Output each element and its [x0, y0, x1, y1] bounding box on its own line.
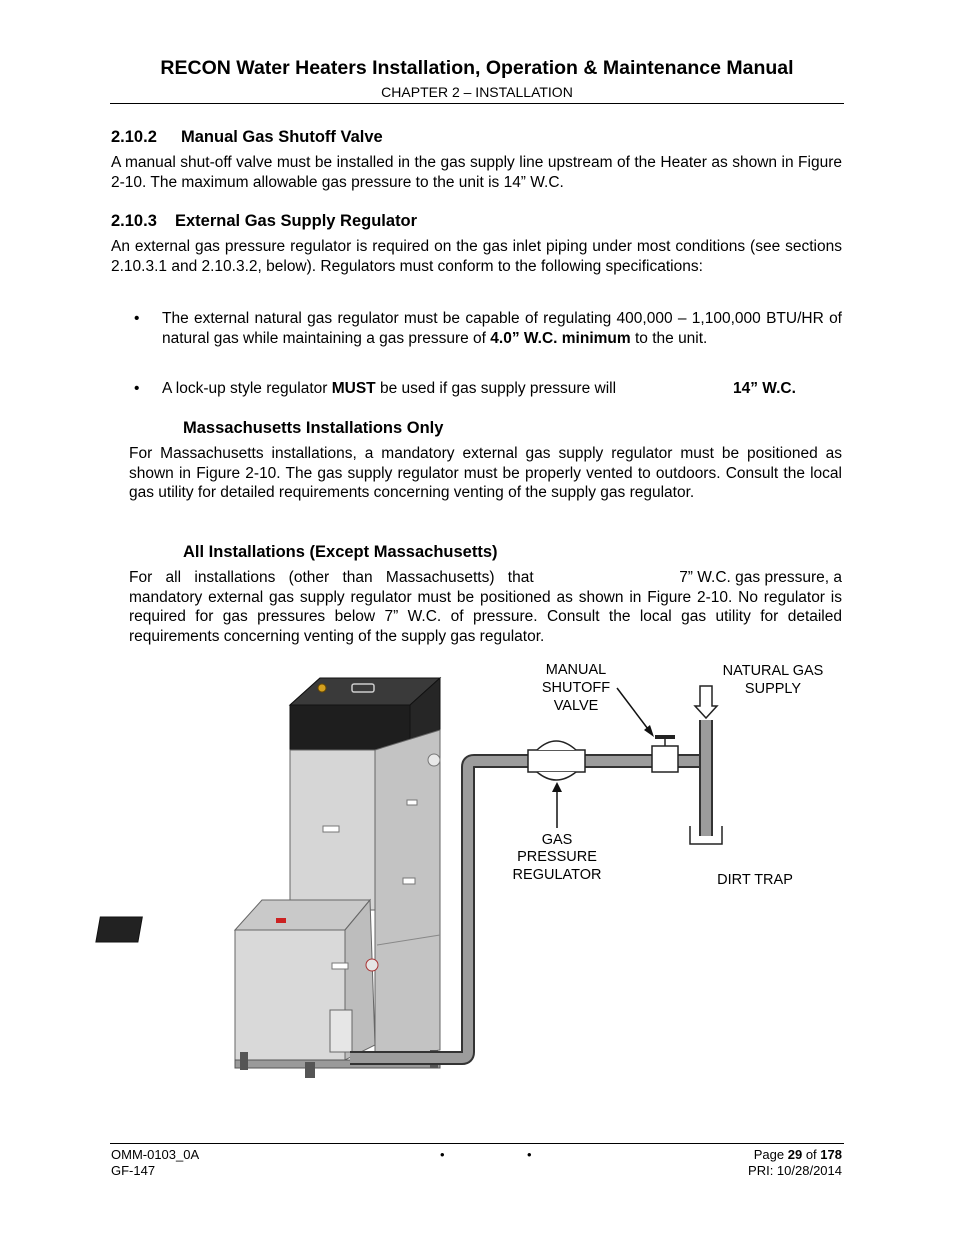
document-number: OMM-0103_0A — [111, 1147, 200, 1162]
bullet-item-lockup-regulator: • A lock-up style regulator MUST be used if gas supply pressure will — [134, 380, 617, 397]
gas-piping-figure — [0, 650, 954, 1090]
lockup-pressure-value: 14” W.C. — [733, 380, 796, 397]
label-gas-pressure-regulator-3: REGULATOR — [512, 867, 602, 883]
pri-date: PRI: 10/28/2014 — [748, 1162, 842, 1178]
footer-right — [748, 1147, 842, 1178]
footer-divider — [110, 1143, 844, 1144]
label-manual-shutoff-valve-2: SHUTOFF — [541, 680, 611, 696]
manual-shutoff-valve — [652, 735, 678, 772]
document-title: RECON Water Heaters Installation, Operation & Maintenance Manual — [160, 57, 794, 79]
label-gas-pressure-regulator-2: PRESSURE — [517, 849, 597, 865]
label-gas-pressure-regulator-1: GAS — [541, 832, 573, 848]
label-manual-shutoff-valve-1: MANUAL — [545, 662, 607, 678]
minimum-pressure: 4.0” W.C. minimum — [490, 329, 631, 347]
subsection-heading-massachusetts: Massachusetts Installations Only — [183, 419, 444, 437]
form-number: GF-147 — [111, 1162, 156, 1178]
bullet-marker: • — [134, 310, 140, 327]
section-heading-2102 — [111, 128, 383, 147]
label-natural-gas-supply-1: NATURAL GAS — [722, 663, 824, 679]
bullet-item-regulating-capacity: • The external natural gas regulator must be capable of regulating 400,000 – 1,100,000 BTU/HR of natural gas while maintaining a gas pressure of 4.0” W.C. minimum to the unit. — [134, 310, 842, 347]
header-divider — [110, 103, 844, 104]
subsection-body-massachusetts: For Massachusetts installations, a mandatory external gas supply regulator must be positioned as shown in Figure 2-10. The gas supply regulator must be properly vented to outdoors. Consult the local gas utility for detailed requirements concerning venting of the supply gas regulator. — [129, 445, 842, 502]
bullet-marker: • — [134, 380, 140, 397]
section-title: Manual Gas Shutoff Valve — [181, 128, 383, 146]
chapter-title: CHAPTER 2 – INSTALLATION — [381, 84, 573, 100]
section-body-2103: An external gas pressure regulator is required on the gas inlet piping under most conditions (see sections 2.10.3.1 and 2.10.3.2, below). Regulators must conform to the following specifications: — [111, 238, 842, 275]
subsection-heading-all-installations: All Installations (Except Massachusetts) — [183, 543, 498, 561]
label-manual-shutoff-valve-3: VALVE — [553, 698, 599, 714]
gas-flow-arrow-icon — [695, 686, 717, 718]
section-heading-2103 — [111, 212, 417, 231]
page-number: Page 29 of 178 — [753, 1147, 842, 1162]
footer-bullet-2: • — [527, 1147, 532, 1162]
gas-pressure-regulator — [528, 741, 585, 780]
footer-bullet-1: • — [440, 1147, 445, 1162]
subsection-body-all-installations: For all installations (other than Massachusetts) that 7” W.C. gas pressure, a mandatory external gas supply regulator must be positioned as shown in Figure 2-10. No regulator is required for gas pressures below 7” W.C. of pressure. Consult the local gas utility for detailed requirements concerning venting of the supply gas regulator. — [129, 569, 842, 645]
section-number: 2.10.2 — [111, 128, 157, 146]
water-heater-illustration — [96, 678, 440, 1078]
label-natural-gas-supply-2: SUPPLY — [744, 681, 802, 697]
section-body-2102: A manual shut-off valve must be installed in the gas supply line upstream of the Heater as shown in Figure 2-10. The maximum allowable gas pressure to the unit is 14” W.C. — [111, 154, 842, 191]
section-title: External Gas Supply Regulator — [175, 212, 418, 230]
footer-left — [111, 1147, 199, 1178]
label-dirt-trap: DIRT TRAP — [717, 872, 793, 888]
section-number: 2.10.3 — [111, 212, 157, 230]
